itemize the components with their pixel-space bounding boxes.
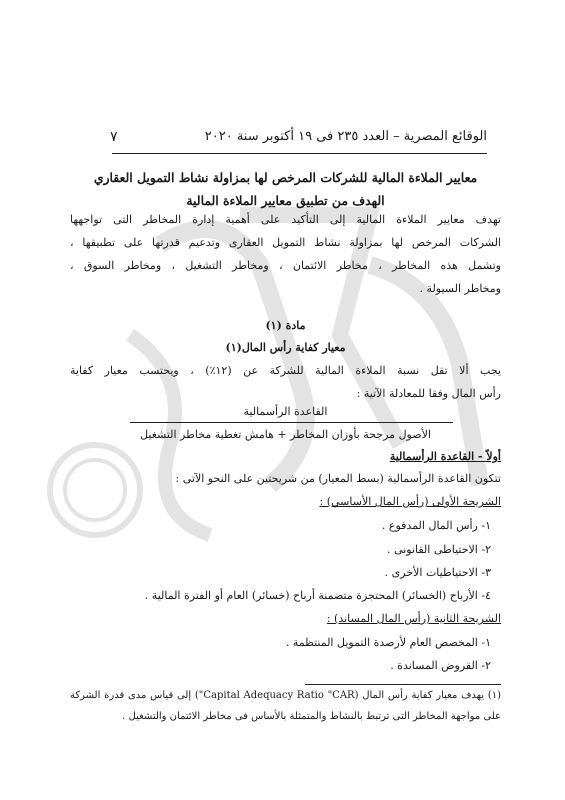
article-line-2: رأس المال وفقا للمعادلة الآتية : (356, 387, 501, 400)
equation-numerator: القاعدة الرأسمالية (243, 405, 328, 418)
footnote-divider (305, 684, 501, 685)
footnote-line-2: على مواجهة المخاطر التى ترتبط بالنشاط والمتمثلة بالأساس فى مخاطر الائتمان والتشغيل . (122, 711, 501, 722)
intro-line-2: الشركات المرخص لها بمزاولة نشاط التمويل العقارى وتدعيم قدرتها على تطبيقها ، (70, 236, 501, 249)
document-title: معايير الملاءة المالية للشركات المرخص لها بمزاولة نشاط التمويل العقاري (93, 170, 478, 185)
intro-line-3: وتشمل هذه المخاطر ، مخاطر الائتمان ، ومخاطر التشغيل ، ومخاطر السوق ، (70, 259, 501, 272)
tier1-item: ٤- الأرباح (الخسائر) المحتجزة متضمنة أرباح (خسائر) العام أو الفترة المالية . (144, 589, 491, 602)
section-heading: أولاً - القاعدة الرأسمالية (389, 450, 501, 463)
document-subtitle: الهدف من تطبيق معايير الملاءة المالية (186, 193, 385, 208)
header-title: الوقائع المصرية – العدد ٢٣٥ فى ١٩ أكتوبر سنة ٢٠٢٠ (204, 129, 487, 144)
article-line-1: يجب ألا تقل نسبة الملاءة المالية للشركة عن (١٢٪) ، ويحتسب معيار كفاية (70, 364, 501, 377)
page-header (110, 127, 487, 149)
intro-line-4: ومخاطر السيولة . (419, 282, 501, 295)
tier2-item: ٢- القروض المساندة . (390, 659, 491, 672)
tier2-heading: الشريحة الثانية (رأس المال المساند) : (326, 612, 501, 625)
tier1-heading: الشريحة الأولى (رأس المال الأساسي) : (319, 495, 501, 508)
fraction-bar (130, 422, 453, 423)
tier1-item: ٢- الاحتياطى القانونى . (387, 543, 491, 556)
article-subheading: معيار كفاية رأس المال(١) (225, 341, 346, 354)
footnote-line-1: (١) يهدف معيار كفاية رأس المال (Capital Adequacy Ratio "CAR") إلى قياس مدى قدرة الشركة (70, 690, 502, 701)
tier1-item: ١- رأس المال المدفوع . (381, 519, 491, 532)
tier2-item: ١- المخصص العام لأرصدة التمويل المنتظمة . (285, 636, 491, 649)
intro-line-1: تهدف معايير الملاءة المالية إلى التأكيد على أهمية إدارة المخاطر التى تواجهها (70, 213, 501, 226)
tier1-item: ٣- الاحتياطيات الأخرى . (384, 566, 491, 579)
header-divider (112, 153, 487, 154)
section-intro: تتكون القاعدة الرأسمالية (بسط المعيار) من شريحتين على النحو الآتى : (175, 472, 501, 485)
page-number: ٧ (110, 129, 118, 145)
article-heading: مادة (١) (265, 319, 306, 332)
equation-denominator: الأصول مرجحة بأوزان المخاطر + هامش تغطية مخاطر التشغيل (140, 428, 431, 441)
